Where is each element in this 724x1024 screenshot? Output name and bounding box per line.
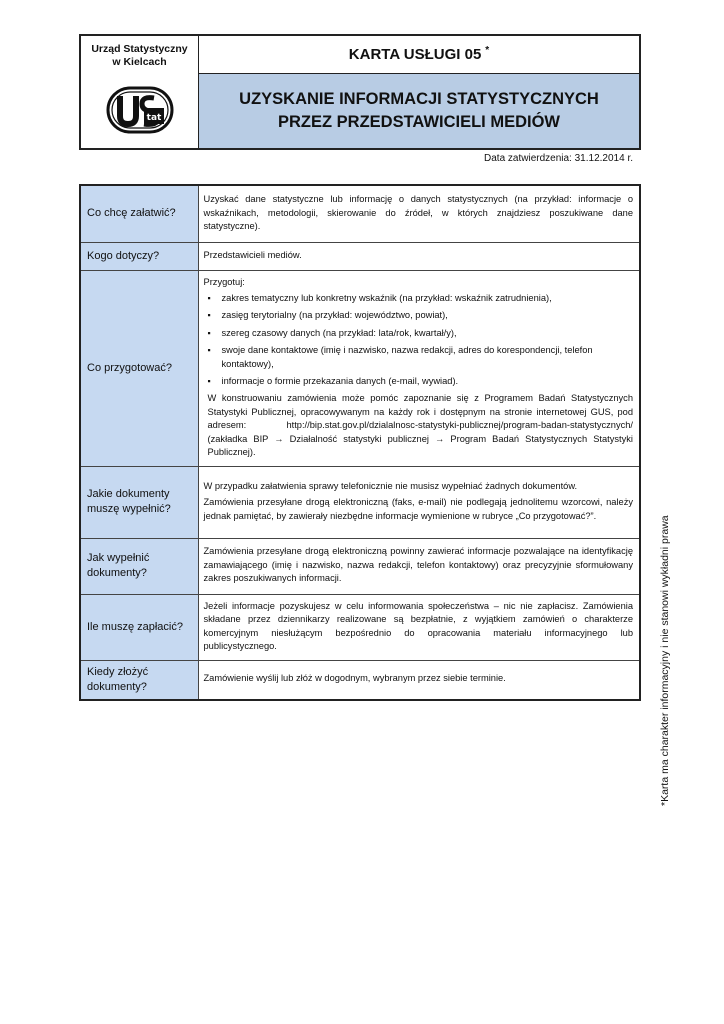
list-item: ▪ szereg czasowy danych (na przykład: lata/rok, kwartał/y), — [222, 327, 634, 340]
table-row — [80, 270, 640, 466]
question-documents: Jakie dokumenty muszę wypełnić? — [80, 466, 198, 538]
table-row — [80, 242, 640, 270]
answer-documents: W przypadku załatwienia sprawy telefonicznie nie musisz wypełniać żadnych dokumentów. Zamówienia przesyłane drogą elektroniczną (faks, e-mail) nie podlegają jednolitemu wzorcowi, należy jednak pamiętać, by zawierały niezbędne informacje wymienione w rubryce „Co przygotować?”. — [198, 466, 640, 538]
svg-text:tat: tat — [146, 113, 162, 123]
prepare-list — [204, 292, 634, 388]
answer-who: Przedstawicieli mediów. — [198, 242, 640, 270]
question-prepare: Co przygotować? — [80, 270, 198, 466]
answer-goal: Uzyskać dane statystyczne lub informację o danych statystycznych (na przykład: informacje o wskaźnikach, metodologii, skierowanie do źródeł, w których znajdziesz poszukiwane dane statystyczne). — [198, 185, 640, 242]
office-name: Urząd Statystyczny w Kielcach — [91, 43, 188, 68]
table-row — [80, 594, 640, 660]
table-row — [80, 538, 640, 594]
card-title: UZYSKANIE INFORMACJI STATYSTYCZNYCH PRZEZ PRZEDSTAWICIELI MEDIÓW — [199, 74, 639, 148]
question-when: Kiedy złożyć dokumenty? — [80, 660, 198, 700]
answer-payment: Jeżeli informacje pozyskujesz w celu informowania społeczeństwa – nic nie zapłacisz. Zamówienia składane przez dziennikarzy realizowane są bezpłatnie, z wyjątkiem zamówień o charakterze komercyjnym niesłużącym bezpośrednio do opracowania materiału informacyjnego lub publicystycznego. — [198, 594, 640, 660]
approval-date: Data zatwierdzenia: 31.12.2014 r. — [484, 153, 633, 164]
list-item: ▪ zakres tematyczny lub konkretny wskaźnik (na przykład: wskaźnik zatrudnienia), — [222, 292, 634, 305]
list-item: ▪ zasięg terytorialny (na przykład: województwo, powiat), — [222, 309, 634, 322]
list-item: ▪ swoje dane kontaktowe (imię i nazwisko, nazwa redakcji, adres do korespondencji, telefon kontaktowy), — [222, 344, 634, 371]
table-row — [80, 660, 640, 700]
question-fill: Jak wypełnić dokumenty? — [80, 538, 198, 594]
program-note: W konstruowaniu zamówienia może pomóc zapoznanie się z Programem Badań Statystycznych Statystyki Publicznej, opracowywanym na każdy rok i dostępnym na stronie internetowej GUS, pod adresem: http://bip.stat.gov.pl/dzialalnosc-statystyki-publicznej/program-badan-statystycznych/ (zakładka BIP → Działalność statystyki publicznej → Program Badań Statystycznych Statystyki Publicznej). — [207, 393, 633, 458]
answer-fill: Zamówienia przesyłane drogą elektroniczną powinny zawierać informacje pozwalające na identyfikację zamawiającego (imię i nazwisko, nazwa redakcji, telefon kontaktowy) oraz precyzyjnie sformułowany zakres poszukiwanych informacji. — [198, 538, 640, 594]
answer-when: Zamówienie wyślij lub złóż w dogodnym, wybranym przez siebie terminie. — [198, 660, 640, 700]
disclaimer-side-note: *Karta ma charakter informacyjny i nie stanowi wykładni prawa — [659, 515, 671, 806]
list-item: ▪ informacje o formie przekazania danych (e-mail, wywiad). — [222, 375, 634, 388]
question-payment: Ile muszę zapłacić? — [80, 594, 198, 660]
answer-prepare: Przygotuj: ▪ zakres tematyczny lub konkretny wskaźnik (na przykład: wskaźnik zatrudnienia), ▪ zasięg terytorialny (na przykład: województwo, powiat), ▪ szereg czasowy danych (na przykład: lata/rok, kwartał/y), ▪ swoje dane kontaktowe (imię i nazwisko, nazwa redakcji, adres do korespondencji, telefon kontaktowy), ▪ informacje o formie przekazania danych (e-mail, wywiad). W konstruowaniu zamówienia może pomóc zapoznanie się z Programem Badań Statystycznych Statystyki Publicznej, opracowywanym na każdy rok i dostępnym na stronie internetowej GUS, pod adresem: http://bip.stat.gov.pl/dzialalnosc-statystyki-publicznej/program-badan-statystycznych/ (zakładka BIP → Działalność statystyki publicznej → Program Badań Statystycznych Statystyki Publicznej). — [198, 270, 640, 466]
service-card-table — [79, 184, 641, 701]
question-who: Kogo dotyczy? — [80, 242, 198, 270]
table-row — [80, 185, 640, 242]
card-number: KARTA USŁUGI 05 * — [199, 36, 639, 74]
card-header — [79, 34, 641, 150]
question-goal: Co chcę załatwić? — [80, 185, 198, 242]
us-stat-logo-icon — [106, 80, 174, 140]
table-row — [80, 466, 640, 538]
office-block — [81, 36, 199, 148]
